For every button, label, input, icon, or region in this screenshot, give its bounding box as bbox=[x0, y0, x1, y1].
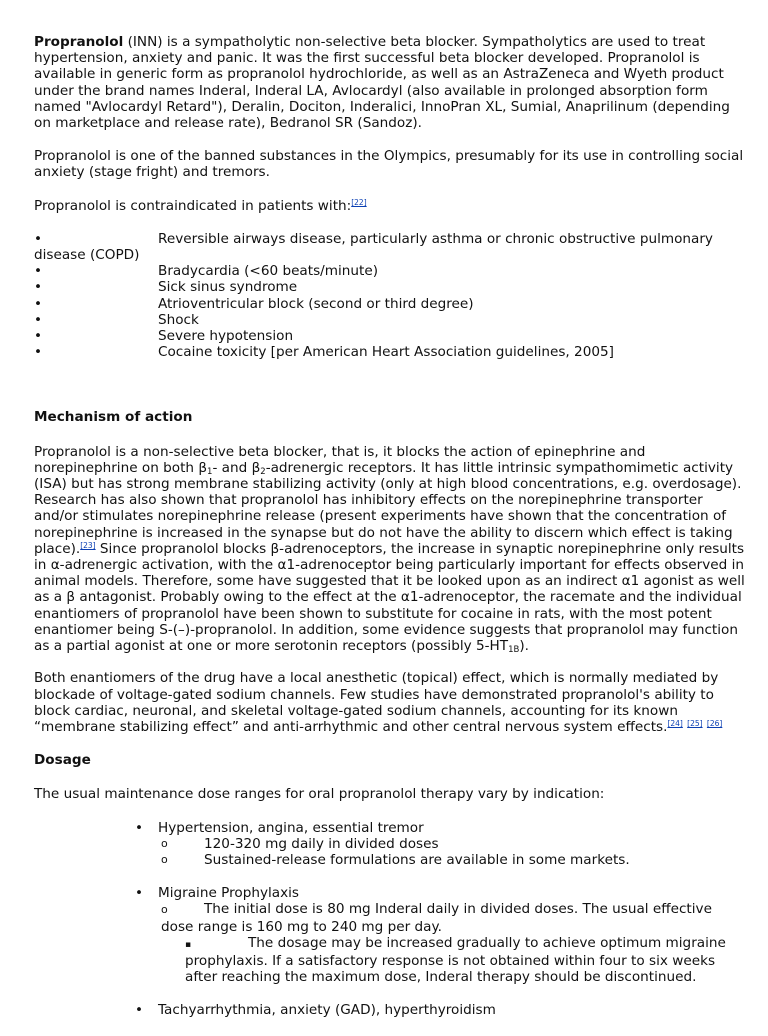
list-item-text: Cocaine toxicity [per American Heart Association guidelines, 2005] bbox=[158, 344, 614, 361]
text-run: ). bbox=[519, 638, 529, 655]
contraindication-list bbox=[34, 231, 746, 361]
bullet: • bbox=[135, 885, 144, 902]
bullet: • bbox=[34, 279, 43, 296]
subscript: 1 bbox=[207, 466, 213, 477]
dosage-heading: Dosage bbox=[34, 752, 91, 769]
dosage-group-migraine bbox=[34, 885, 746, 985]
ref-link-25[interactable]: [25] bbox=[687, 718, 703, 728]
dosage-group-hypertension bbox=[34, 820, 746, 869]
bullet: • bbox=[34, 328, 43, 345]
list-item bbox=[34, 852, 746, 868]
bullet: • bbox=[135, 819, 144, 836]
list-item-text: The dosage may be increased gradually to achieve optimum migraine prophylaxis. If a satisfactory response is not obtained within four to six weeks after reaching the maximum dose, Inderal therapy should be discontinued. bbox=[185, 934, 726, 986]
text-run: -adrenergic receptors. It has little intrinsic sympathomimetic activity (ISA) but has strong membrane stabilizing activity (only at high blood concentrations, e.g. overdosage). Research has also shown that propranolol has inhibitory effects on the norepinephrine transporter and/or stimulates norepinephrine release (present experiments have shown that the concentration of norepinephrine is increased in the synapse but do not have the ability to discern which effect is taking place). bbox=[34, 459, 742, 557]
list-item bbox=[34, 935, 746, 986]
mechanism-paragraph-1 bbox=[34, 444, 746, 655]
list-item bbox=[34, 328, 746, 344]
list-item-text: Shock bbox=[158, 311, 199, 328]
list-item-text: Atrioventricular block (second or third degree) bbox=[158, 295, 474, 312]
list-item-text: Reversible airways disease, particularly asthma or chronic obstructive pulmonary disease (COPD) bbox=[34, 230, 713, 264]
bullet: • bbox=[34, 344, 43, 361]
text-run: Both enantiomers of the drug have a local anesthetic (topical) effect, which is normally mediated by blockade of voltage-gated sodium channels. Few studies have demonstrated propranolol's ability to block cardiac, neuronal, and skeletal voltage-gated sodium channels, accounting for its known “membrane stabilizing effect” and anti-arrhythmic and other central nervous system effects. bbox=[34, 670, 719, 735]
list-item bbox=[34, 885, 746, 901]
dosage-intro: The usual maintenance dose ranges for oral propranolol therapy vary by indication: bbox=[34, 786, 605, 803]
ref-link-26[interactable]: [26] bbox=[706, 718, 723, 728]
list-item bbox=[34, 263, 746, 279]
bullet: • bbox=[34, 263, 43, 280]
document-page bbox=[34, 34, 746, 1036]
list-item-text: Sustained-release formulations are available in some markets. bbox=[204, 851, 630, 868]
list-item bbox=[34, 901, 746, 934]
list-item-text: Migraine Prophylaxis bbox=[158, 885, 299, 902]
mechanism-paragraph-2 bbox=[34, 670, 746, 735]
list-item bbox=[34, 231, 746, 263]
bullet: • bbox=[135, 1002, 144, 1019]
list-item bbox=[34, 1002, 746, 1018]
contraindication-lead-text: Propranolol is contraindicated in patients with: bbox=[34, 197, 352, 214]
bullet: • bbox=[34, 230, 43, 247]
text-run: - and β bbox=[212, 459, 261, 476]
bullet: • bbox=[34, 311, 43, 328]
list-item-text: Severe hypotension bbox=[158, 328, 294, 345]
ref-link-23[interactable]: [23] bbox=[80, 540, 96, 550]
olympics-paragraph: Propranolol is one of the banned substances in the Olympics, presumably for its use in controlling social anxiety (stage fright) and tremors. bbox=[34, 148, 744, 181]
subscript: 1B bbox=[508, 645, 520, 656]
list-item bbox=[34, 836, 746, 852]
intro-bold-term: Propranolol bbox=[34, 34, 124, 50]
subscript: 2 bbox=[260, 466, 266, 477]
list-item-text: Sick sinus syndrome bbox=[158, 279, 298, 296]
ref-link-24[interactable]: [24] bbox=[667, 718, 683, 728]
square-bullet: ▪ bbox=[185, 939, 192, 950]
list-item-text: The initial dose is 80 mg Inderal daily in divided doses. The usual effective dose range is 160 mg to 240 mg per day. bbox=[161, 901, 712, 935]
text-run: Since propranolol blocks β-adrenoceptors, the increase in synaptic norepinephrine only results in α-adrenergic activation, with the α1-adrenoceptor being particularly important for effects observed in animal models. Therefore, some have suggested that it be looked upon as an indirect α1 agonist as well as a β antagonist. Probably owing to the effect at the α1-adrenoceptor, the racemate and the individual enantiomers of propranolol have been shown to substitute for cocaine in rats, with the most potent enantiomer being S-(–)-propranolol. In addition, some evidence suggests that propranolol may function as a partial agonist at one or more serotonin receptors (possibly 5-HT bbox=[34, 540, 745, 655]
list-item-text: 120-320 mg daily in divided doses bbox=[204, 835, 439, 852]
text-run: Propranolol is a non-selective beta blocker, that is, it blocks the action of epinephrine and norepinephrine on both β bbox=[34, 443, 646, 476]
list-item bbox=[34, 279, 746, 295]
list-item-text: Tachyarrhythmia, anxiety (GAD), hyperthyroidism bbox=[158, 1002, 496, 1019]
circle-bullet: o bbox=[161, 852, 168, 866]
intro-text: (INN) is a sympatholytic non-selective beta blocker. Sympatholytics are used to treat hypertension, anxiety and panic. It was the first successful beta blocker developed. Propranolol is available in generic form as propranolol hydrochloride, as well as an AstraZeneca and Wyeth product under the brand names Inderal, Inderal LA, Avlocardyl (also available in prolonged absorption form named "Avlocardyl Retard"), Deralin, Dociton, Inderalici, InnoPran XL, Sumial, Anaprilinum (depending on marketplace and release rate), Bedranol SR (Sandoz). bbox=[34, 34, 730, 132]
circle-bullet: o bbox=[161, 903, 168, 917]
list-item bbox=[34, 312, 746, 328]
list-item bbox=[34, 344, 746, 360]
ref-link-22[interactable]: [22] bbox=[351, 197, 367, 207]
list-item-text: Hypertension, angina, essential tremor bbox=[158, 819, 424, 836]
bullet: • bbox=[34, 295, 43, 312]
mechanism-heading: Mechanism of action bbox=[34, 409, 193, 426]
circle-bullet: o bbox=[161, 836, 168, 850]
contraindication-lead bbox=[34, 198, 746, 214]
list-item-text: Bradycardia (<60 beats/minute) bbox=[158, 263, 379, 280]
dosage-group-tachyarrhythmia bbox=[34, 1002, 746, 1018]
list-item bbox=[34, 820, 746, 836]
intro-paragraph bbox=[34, 34, 746, 131]
list-item bbox=[34, 296, 746, 312]
